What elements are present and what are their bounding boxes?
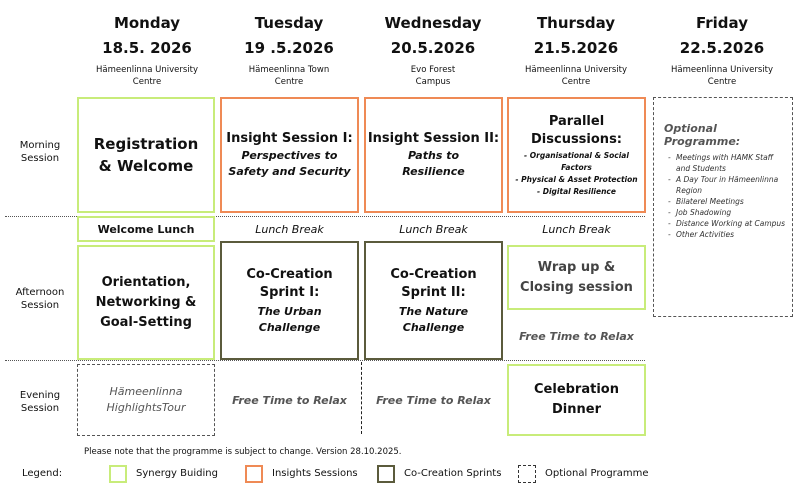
celebration-dinner-line: Dinner xyxy=(552,402,601,417)
parallel-discussions-title: Parallel xyxy=(548,113,605,129)
optional-programme-item: - Distance Working at Campus xyxy=(676,218,786,229)
row-label-line: Session xyxy=(20,153,60,164)
insight-session-2-block xyxy=(364,97,503,213)
location-line: Hämeenlinna University xyxy=(95,65,198,75)
optional-programme-list xyxy=(664,152,786,240)
column-separator xyxy=(361,362,362,434)
optional-programme-title: Optional Programme: xyxy=(664,122,741,148)
day-date-thursday: 21.5.2026 xyxy=(533,39,619,57)
sprint-1-title: Co-Creation xyxy=(246,266,333,282)
day-date-monday: 18.5. 2026 xyxy=(102,39,192,57)
registration-line: Registration xyxy=(93,135,199,153)
legend-item-optional: Optional Programme xyxy=(545,468,649,479)
highlights-line: Hämeenlinna xyxy=(109,385,183,398)
celebration-dinner-block xyxy=(507,364,646,436)
row-label-line: Afternoon xyxy=(15,287,65,298)
location-line: Campus xyxy=(415,77,451,87)
day-name-thursday: Thursday xyxy=(536,14,616,32)
insight-session-2-subtitle: Paths to xyxy=(407,149,460,162)
lunch-break-label: Lunch Break xyxy=(542,222,611,236)
location-line: Evo Forest xyxy=(410,65,456,75)
sprint-1-block xyxy=(220,241,359,360)
sprint-1-subtitle: Challenge xyxy=(258,320,321,334)
insight-session-1-subtitle: Perspectives to xyxy=(241,149,338,162)
free-time-wednesday xyxy=(364,390,503,412)
row-label-line: Session xyxy=(20,300,60,311)
welcome-lunch-block xyxy=(77,216,215,242)
day-date-tuesday: 19 .5.2026 xyxy=(244,39,334,57)
row-label-line: Session xyxy=(20,403,60,414)
location-line: Centre xyxy=(707,77,737,87)
legend-item-synergy: Synergy Buiding xyxy=(136,468,218,479)
sprint-2-subtitle: The Nature xyxy=(398,304,469,318)
row-label-line: Evening xyxy=(19,390,61,401)
row-label-afternoon xyxy=(5,286,75,312)
lunch-break-label: Lunch Break xyxy=(255,222,324,236)
celebration-dinner-line: Celebration xyxy=(534,382,619,397)
welcome-lunch-label: Welcome Lunch xyxy=(97,222,195,236)
legend-swatch-optional xyxy=(518,465,536,483)
legend-swatch-synergy xyxy=(109,465,127,483)
optional-programme-item: - Other Activities xyxy=(676,229,786,240)
day-name-friday: Friday xyxy=(695,14,748,32)
day-date-friday: 22.5.2026 xyxy=(679,39,765,57)
location-line: Hämeenlinna University xyxy=(670,65,773,75)
legend-item-insights: Insights Sessions xyxy=(272,468,358,479)
location-line: Centre xyxy=(561,77,591,87)
row-label-line: Morning xyxy=(19,140,61,151)
sprint-2-title: Co-Creation xyxy=(390,266,477,282)
lunch-break-thursday xyxy=(507,216,646,242)
insight-session-1-subtitle: Safety and Security xyxy=(228,165,351,178)
location-line: Hämeenlinna University xyxy=(524,65,627,75)
optional-programme-item: - Job Shadowing xyxy=(676,207,786,218)
day-location-thursday xyxy=(506,64,646,88)
day-date-wednesday: 20.5.2026 xyxy=(390,39,476,57)
free-time-thursday xyxy=(507,326,646,348)
free-time-tuesday xyxy=(220,390,359,412)
registration-line: & Welcome xyxy=(98,157,194,175)
orientation-line: Orientation, xyxy=(101,274,191,290)
free-time-label: Free Time to Relax xyxy=(519,330,634,343)
day-location-monday xyxy=(77,64,217,88)
lunch-break-label: Lunch Break xyxy=(399,222,468,236)
optional-programme-item: - A Day Tour in Hämeenlinna Region xyxy=(676,174,786,196)
parallel-discussion-item: - Physical & Asset Protection xyxy=(515,174,638,184)
change-note: Please note that the programme is subject to change. Version 28.10.2025. xyxy=(84,447,402,457)
free-time-label: Free Time to Relax xyxy=(376,394,491,407)
day-name-monday: Monday xyxy=(113,14,181,32)
sprint-1-title: Sprint I: xyxy=(259,284,320,300)
legend-item-sprints: Co-Creation Sprints xyxy=(404,468,502,479)
parallel-discussions-title: Discussions: xyxy=(531,131,622,147)
orientation-block xyxy=(77,245,215,360)
insight-session-1-title: Insight Session I: xyxy=(226,131,353,146)
location-line: Centre xyxy=(274,77,304,87)
sprint-1-subtitle: The Urban xyxy=(257,304,322,318)
orientation-line: Networking & xyxy=(95,294,197,310)
insight-session-2-subtitle: Resilience xyxy=(402,165,465,178)
optional-programme-block xyxy=(653,97,793,317)
location-line: Hämeenlinna Town xyxy=(248,65,330,75)
wrap-up-block xyxy=(507,245,646,310)
parallel-discussion-item: - Digital Resilience xyxy=(537,186,616,196)
registration-block xyxy=(77,97,215,213)
day-name-wednesday: Wednesday xyxy=(384,14,482,32)
free-time-label: Free Time to Relax xyxy=(232,394,347,407)
sprint-2-subtitle: Challenge xyxy=(402,320,465,334)
lunch-break-wednesday xyxy=(364,216,503,242)
day-location-friday xyxy=(652,64,792,88)
legend-swatch-insights xyxy=(245,465,263,483)
day-location-tuesday xyxy=(219,64,359,88)
highlights-line: HighlightsTour xyxy=(106,401,186,414)
optional-programme-item: - Bilaterel Meetings xyxy=(676,196,786,207)
location-line: Centre xyxy=(132,77,162,87)
orientation-line: Goal-Setting xyxy=(100,314,192,330)
parallel-discussion-item: - Organisational & Social Factors xyxy=(524,150,629,172)
legend-swatch-sprints xyxy=(377,465,395,483)
insight-session-2-title: Insight Session II: xyxy=(367,131,500,146)
day-location-wednesday xyxy=(363,64,503,88)
optional-programme-item: - Meetings with HAMK Staff and Students xyxy=(676,152,786,174)
lunch-break-tuesday xyxy=(220,216,359,242)
wrap-up-line: Closing session xyxy=(520,279,633,295)
day-name-tuesday: Tuesday xyxy=(254,14,324,32)
parallel-discussions-block xyxy=(507,97,646,213)
row-separator xyxy=(5,360,645,361)
legend-label: Legend: xyxy=(22,468,63,479)
insight-session-1-block xyxy=(220,97,359,213)
row-label-morning xyxy=(5,139,75,165)
row-label-evening xyxy=(5,389,75,415)
sprint-2-title: Sprint II: xyxy=(401,284,466,300)
highlights-tour-block xyxy=(77,364,215,436)
sprint-2-block xyxy=(364,241,503,360)
wrap-up-line: Wrap up & xyxy=(537,259,616,275)
